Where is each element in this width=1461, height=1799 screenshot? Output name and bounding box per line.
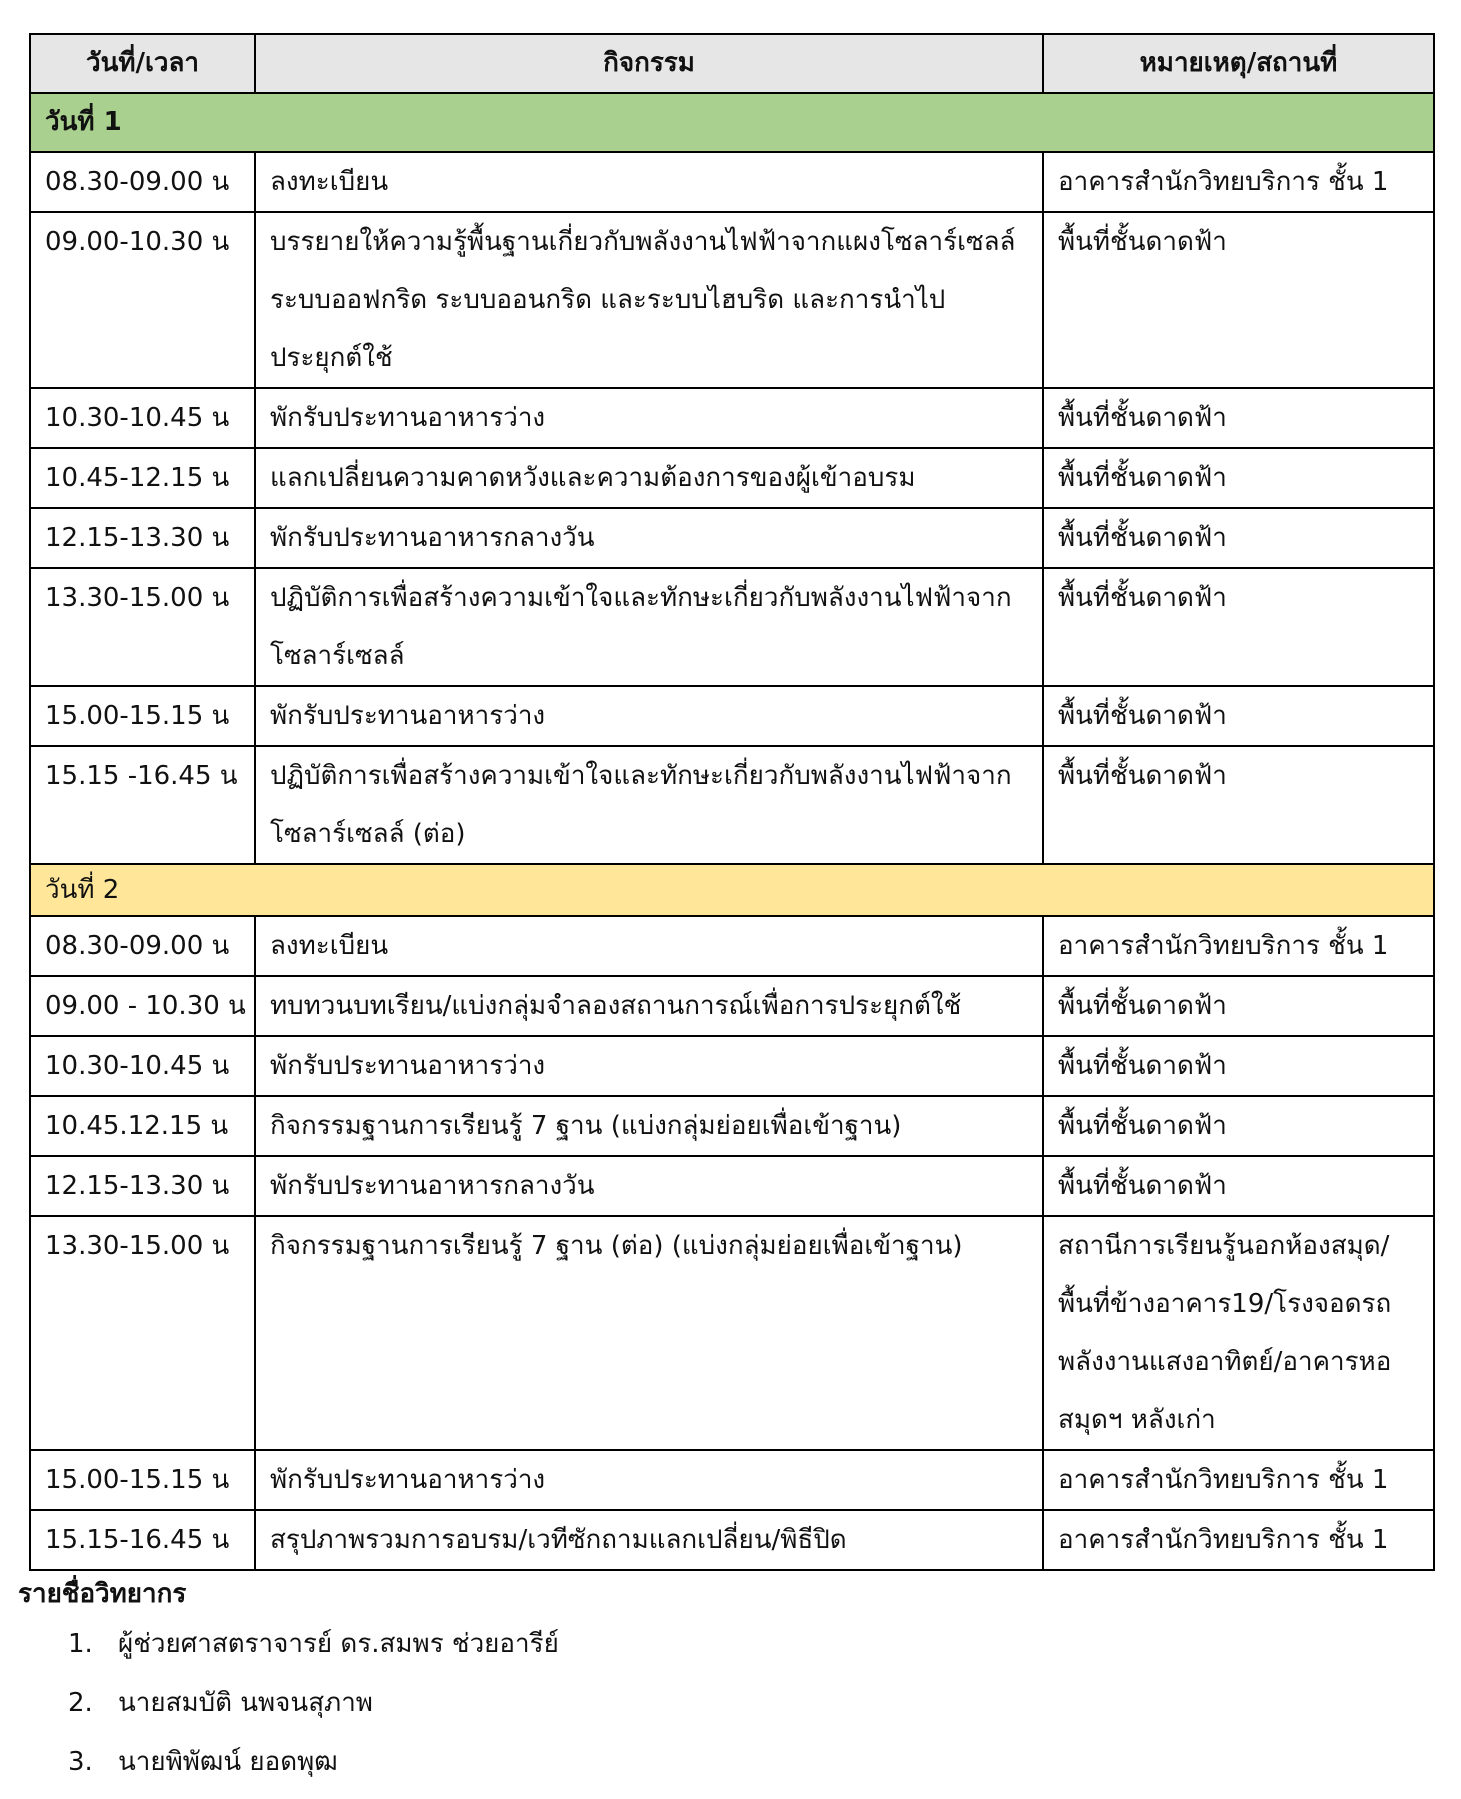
time-cell: 13.30-15.00 น bbox=[30, 568, 255, 686]
note-cell: พื้นที่ชั้นดาดฟ้า bbox=[1043, 1096, 1434, 1156]
note-cell: พื้นที่ชั้นดาดฟ้า bbox=[1043, 212, 1434, 388]
activity-cell: ลงทะเบียน bbox=[255, 916, 1043, 976]
header-note: หมายเหตุ/สถานที่ bbox=[1043, 34, 1434, 93]
list-item-number: 3. bbox=[68, 1747, 93, 1777]
activity-cell: ปฏิบัติการเพื่อสร้างความเข้าใจและทักษะเกี่ยวกับพลังงานไฟฟ้าจากโซลาร์เซลล์ bbox=[255, 568, 1043, 686]
table-row bbox=[30, 388, 1434, 448]
list-item-number: 2. bbox=[68, 1688, 93, 1718]
activity-cell: บรรยายให้ความรู้พื้นฐานเกี่ยวกับพลังงานไฟฟ้าจากแผงโซลาร์เซลล์ ระบบออฟกริด ระบบออนกริด และระบบไฮบริด และการนำไปประยุกต์ใช้ bbox=[255, 212, 1043, 388]
activity-cell: พักรับประทานอาหารกลางวัน bbox=[255, 508, 1043, 568]
note-cell: สถานีการเรียนรู้นอกห้องสมุด/พื้นที่ข้างอาคาร19/โรงจอดรถพลังงานแสงอาทิตย์/อาคารหอสมุดฯ หลังเก่า bbox=[1043, 1216, 1434, 1450]
time-cell: 10.30-10.45 น bbox=[30, 1036, 255, 1096]
time-cell: 08.30-09.00 น bbox=[30, 152, 255, 212]
note-cell: พื้นที่ชั้นดาดฟ้า bbox=[1043, 508, 1434, 568]
table-header-row bbox=[30, 34, 1434, 93]
table-row bbox=[30, 152, 1434, 212]
schedule-table bbox=[29, 33, 1435, 1571]
activity-cell: พักรับประทานอาหารว่าง bbox=[255, 686, 1043, 746]
table-row bbox=[30, 746, 1434, 864]
note-cell: พื้นที่ชั้นดาดฟ้า bbox=[1043, 686, 1434, 746]
activity-cell: พักรับประทานอาหารว่าง bbox=[255, 1036, 1043, 1096]
header-time: วันที่/เวลา bbox=[30, 34, 255, 93]
time-cell: 12.15-13.30 น bbox=[30, 1156, 255, 1216]
activity-cell: กิจกรรมฐานการเรียนรู้ 7 ฐาน (แบ่งกลุ่มย่อยเพื่อเข้าฐาน) bbox=[255, 1096, 1043, 1156]
table-row bbox=[30, 568, 1434, 686]
speakers-list bbox=[68, 1622, 559, 1799]
activity-cell: กิจกรรมฐานการเรียนรู้ 7 ฐาน (ต่อ) (แบ่งกลุ่มย่อยเพื่อเข้าฐาน) bbox=[255, 1216, 1043, 1450]
note-cell: พื้นที่ชั้นดาดฟ้า bbox=[1043, 746, 1434, 864]
activity-cell: ทบทวนบทเรียน/แบ่งกลุ่มจำลองสถานการณ์เพื่อการประยุกต์ใช้ bbox=[255, 976, 1043, 1036]
speakers-title: รายชื่อวิทยากร bbox=[18, 1579, 187, 1609]
table-row bbox=[30, 508, 1434, 568]
day-2-label: วันที่ 2 bbox=[30, 864, 1434, 916]
time-cell: 12.15-13.30 น bbox=[30, 508, 255, 568]
activity-cell: ปฏิบัติการเพื่อสร้างความเข้าใจและทักษะเกี่ยวกับพลังงานไฟฟ้าจากโซลาร์เซลล์ (ต่อ) bbox=[255, 746, 1043, 864]
time-cell: 09.00 - 10.30 น bbox=[30, 976, 255, 1036]
table-row bbox=[30, 976, 1434, 1036]
day-1-heading-row bbox=[30, 93, 1434, 152]
time-cell: 09.00-10.30 น bbox=[30, 212, 255, 388]
speaker-name: นายสมบัติ นพจนสุภาพ bbox=[118, 1688, 373, 1718]
note-cell: อาคารสำนักวิทยบริการ ชั้น 1 bbox=[1043, 1450, 1434, 1510]
speaker-name: นายพิพัฒน์ ยอดพุฒ bbox=[118, 1747, 338, 1777]
activity-cell: แลกเปลี่ยนความคาดหวังและความต้องการของผู้เข้าอบรม bbox=[255, 448, 1043, 508]
activity-cell: พักรับประทานอาหารกลางวัน bbox=[255, 1156, 1043, 1216]
time-cell: 10.45-12.15 น bbox=[30, 448, 255, 508]
activity-cell: ลงทะเบียน bbox=[255, 152, 1043, 212]
list-item bbox=[68, 1622, 559, 1681]
note-cell: พื้นที่ชั้นดาดฟ้า bbox=[1043, 976, 1434, 1036]
time-cell: 15.15-16.45 น bbox=[30, 1510, 255, 1570]
table-row bbox=[30, 1450, 1434, 1510]
time-cell: 13.30-15.00 น bbox=[30, 1216, 255, 1450]
table-row bbox=[30, 1510, 1434, 1570]
table-row bbox=[30, 686, 1434, 746]
list-item bbox=[68, 1681, 559, 1740]
note-cell: อาคารสำนักวิทยบริการ ชั้น 1 bbox=[1043, 1510, 1434, 1570]
time-cell: 10.30-10.45 น bbox=[30, 388, 255, 448]
time-cell: 15.15 -16.45 น bbox=[30, 746, 255, 864]
table-row bbox=[30, 1096, 1434, 1156]
note-cell: พื้นที่ชั้นดาดฟ้า bbox=[1043, 388, 1434, 448]
table-row bbox=[30, 448, 1434, 508]
activity-cell: พักรับประทานอาหารว่าง bbox=[255, 1450, 1043, 1510]
time-cell: 10.45.12.15 น bbox=[30, 1096, 255, 1156]
table-row bbox=[30, 1036, 1434, 1096]
day-2-heading-row bbox=[30, 864, 1434, 916]
table-row bbox=[30, 212, 1434, 388]
table-row bbox=[30, 1156, 1434, 1216]
note-cell: อาคารสำนักวิทยบริการ ชั้น 1 bbox=[1043, 916, 1434, 976]
time-cell: 15.00-15.15 น bbox=[30, 686, 255, 746]
activity-cell: พักรับประทานอาหารว่าง bbox=[255, 388, 1043, 448]
table-row bbox=[30, 1216, 1434, 1450]
note-cell: พื้นที่ชั้นดาดฟ้า bbox=[1043, 1036, 1434, 1096]
time-cell: 15.00-15.15 น bbox=[30, 1450, 255, 1510]
header-activity: กิจกรรม bbox=[255, 34, 1043, 93]
table-row bbox=[30, 916, 1434, 976]
list-item bbox=[68, 1740, 559, 1799]
note-cell: พื้นที่ชั้นดาดฟ้า bbox=[1043, 1156, 1434, 1216]
note-cell: พื้นที่ชั้นดาดฟ้า bbox=[1043, 568, 1434, 686]
activity-cell: สรุปภาพรวมการอบรม/เวทีซักถามแลกเปลี่ยน/พิธีปิด bbox=[255, 1510, 1043, 1570]
time-cell: 08.30-09.00 น bbox=[30, 916, 255, 976]
note-cell: อาคารสำนักวิทยบริการ ชั้น 1 bbox=[1043, 152, 1434, 212]
day-1-label: วันที่ 1 bbox=[30, 93, 1434, 152]
note-cell: พื้นที่ชั้นดาดฟ้า bbox=[1043, 448, 1434, 508]
speaker-name: ผู้ช่วยศาสตราจารย์ ดร.สมพร ช่วยอารีย์ bbox=[118, 1629, 559, 1659]
list-item-number: 1. bbox=[68, 1629, 93, 1659]
